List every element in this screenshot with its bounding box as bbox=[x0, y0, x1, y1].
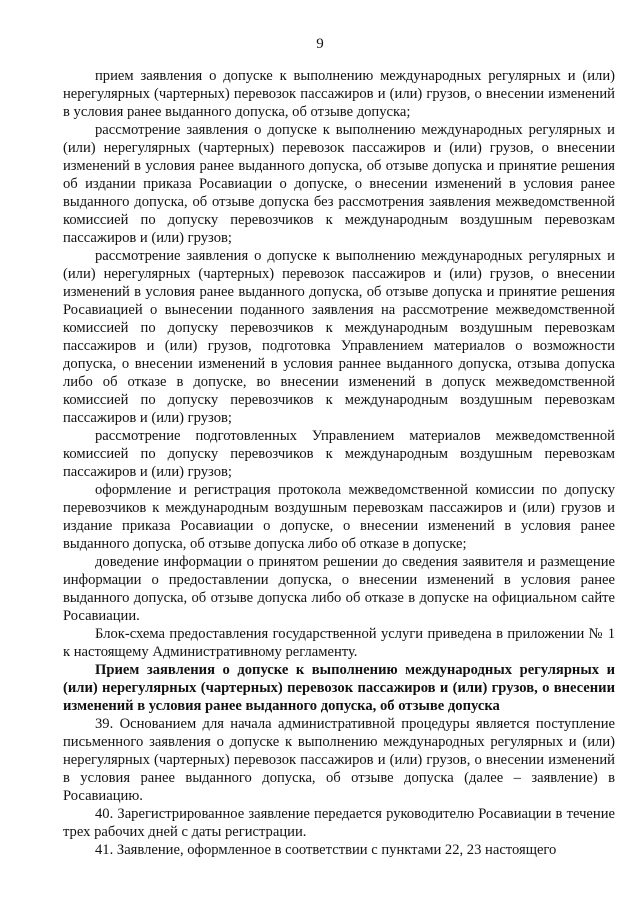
page-number: 9 bbox=[316, 36, 324, 52]
document-body bbox=[63, 67, 615, 859]
section-heading: Прием заявления о допуске к выполнению международных регулярных и (или) нерегулярных (чартерных) перевозок пассажиров и (или) грузов, о внесении изменений в условия ранее выданного допуска, об отзыве допуска bbox=[63, 662, 615, 714]
paragraph-flowchart-reference: Блок-схема предоставления государственной услуги приведена в приложении № 1 к настоящему Административному регламенту. bbox=[63, 626, 615, 660]
clause-41: 41. Заявление, оформленное в соответствии с пунктами 22, 23 настоящего bbox=[95, 842, 557, 858]
paragraph-notification: доведение информации о принятом решении до сведения заявителя и размещение информации о предоставлении допуска, о внесении изменений в условия ранее выданного допуска, об отзыве допуска либо об отказе в допуске на официальном сайте Росавиации. bbox=[63, 554, 615, 624]
paragraph-reception: прием заявления о допуске к выполнению международных регулярных и (или) нерегулярных (чартерных) перевозок пассажиров и (или) грузов, о внесении изменений в условия ранее выданного допуска, об отзыве допуска; bbox=[63, 68, 615, 120]
paragraph-commission-review: рассмотрение подготовленных Управлением материалов межведомственной комиссией по допуску перевозчиков к международным воздушным перевозкам пассажиров и (или) грузов; bbox=[63, 428, 615, 480]
paragraph-review-with-commission: рассмотрение заявления о допуске к выполнению международных регулярных и (или) нерегулярных (чартерных) перевозок пассажиров и (или) грузов, о внесении изменений в условия ранее выданного допуска, об отзыве допуска и принятие решения Росавиацией о вынесении поданного заявления на рассмотрение межведомственной комиссией по допуску перевозчиков к международным воздушным перевозкам пассажиров и (или) грузов, подготовка Управлением материалов о возможности допуска, о внесении изменений в условия раннее выданного допуска, отзыва допуска либо об отказе в допуске, во внесении изменений в допуск межведомственной комиссией по допуску перевозчиков к международным воздушным перевозкам пассажиров и (или) грузов; bbox=[63, 248, 615, 426]
paragraph-review-without-commission: рассмотрение заявления о допуске к выполнению международных регулярных и (или) нерегулярных (чартерных) перевозок пассажиров и (или) грузов, о внесении изменений в условия ранее выданного допуска, об отзыве допуска и принятие решения об издании приказа Росавиации о допуске, о внесении изменений в условия ранее выданного допуска, об отзыве допуска без рассмотрения заявления межведомственной комиссией по допуску перевозчиков к международным воздушным перевозкам пассажиров и (или) грузов; bbox=[63, 122, 615, 246]
clause-40: 40. Зарегистрированное заявление передается руководителю Росавиации в течение трех рабочих дней с даты регистрации. bbox=[63, 806, 615, 840]
clause-39: 39. Основанием для начала административной процедуры является поступление письменного заявления о допуске к выполнению международных регулярных и (или) нерегулярных (чартерных) перевозок пассажиров и (или) грузов, о внесении изменений в условия ранее выданного допуска, об отзыве допуска (далее – заявление) в Росавиацию. bbox=[63, 716, 615, 804]
paragraph-protocol-registration: оформление и регистрация протокола межведомственной комиссии по допуску перевозчиков к международным воздушным перевозкам пассажиров и (или) грузов и издание приказа Росавиации о допуске, о внесении изменений в условия ранее выданного допуска, об отзыве допуска либо об отказе в допуске; bbox=[63, 482, 615, 552]
